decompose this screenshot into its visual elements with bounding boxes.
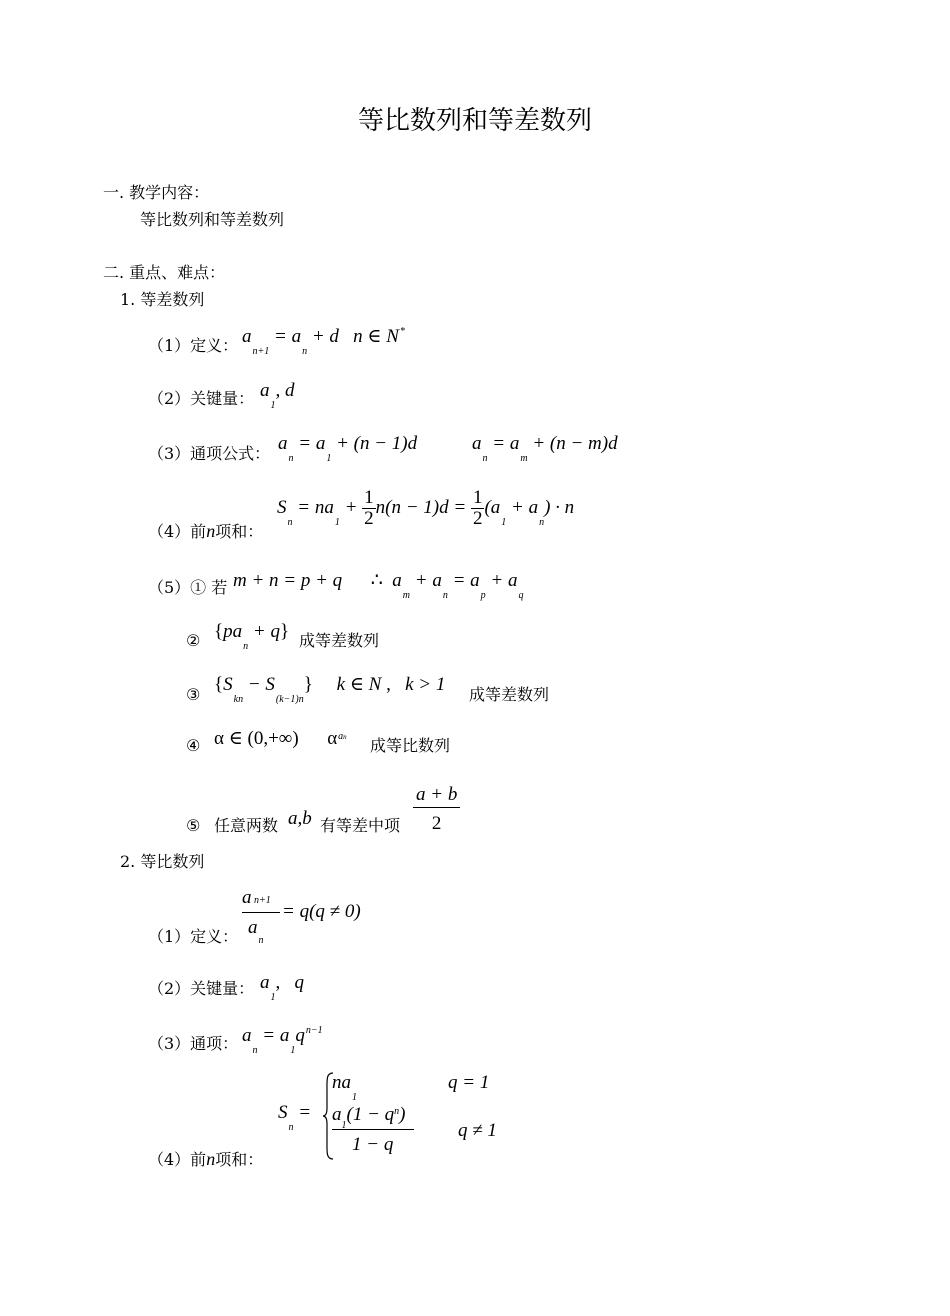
formula-case-1: $na_1$ (332, 1072, 357, 1103)
item-label: （2）关键量： (148, 979, 255, 998)
formula-general-term: $a_n = a_1q^{n-1}$ (242, 1025, 323, 1056)
formula-general-term-alt: $a_n = a_m + (n - m)d$ (472, 433, 618, 464)
subsection-heading: 1. 等差数列 (120, 290, 205, 309)
property-text: 成等差数列 (299, 631, 380, 650)
formula-case-2: $a_1(1 - q^n)$ 1 − q (332, 1105, 405, 1124)
item-label: （2）关键量： (148, 389, 255, 408)
section-heading: 一. 教学内容： (103, 183, 210, 202)
item-label: （3）通项： (148, 1034, 239, 1053)
item-marker: ③ (186, 685, 201, 704)
formula-partial-sum: $S_n$ = (278, 1102, 312, 1133)
page-title: 等比数列和等差数列 (357, 106, 592, 136)
item-marker: ② (186, 631, 201, 650)
item-marker: ⑤ (186, 816, 201, 835)
formula-general-term: $a_n = a_1 + (n - 1)d$ (278, 433, 418, 464)
item-label: （4）前n项和： (148, 521, 264, 541)
property-text: 任意两数 (214, 816, 279, 835)
formula-definition: $a_{n+1} = a_n + d$ n ∈ N* (242, 326, 405, 357)
formula-arithmetic-mean: a + b 2 (413, 785, 460, 833)
formula-key-quantities: $a_1$, d (260, 380, 295, 411)
formula-property-5: a,b (288, 808, 312, 829)
formula-property-3: $\{S_{kn} - S_{(k-1)n}\}$ k ∈ N , k > 1 (214, 674, 446, 705)
property-text: 成等差数列 (469, 685, 550, 704)
section-body: 等比数列和等差数列 (140, 210, 285, 229)
formula-key-quantities: $a_1$, q (260, 972, 304, 1003)
item-marker: ④ (186, 736, 201, 755)
subsection-heading: 2. 等比数列 (120, 852, 205, 871)
section-heading: 二. 重点、难点： (103, 263, 226, 282)
formula-property-1: m + n = p + q ∴ $a_m + a_n = a_p + a_q$ (233, 570, 524, 601)
formula-case-1-cond: q = 1 (448, 1072, 490, 1093)
formula-property-4: α ∈ (0,+∞) $\alpha^{an}$ (214, 728, 347, 749)
property-text: 有等差中项 (320, 816, 401, 835)
item-label: （5）① 若 (148, 578, 228, 597)
formula-property-2: $\{pa_n + q\}$ (214, 621, 290, 652)
item-label: （3）通项公式： (148, 444, 271, 463)
item-label: （1）定义： (148, 336, 239, 355)
item-label: （4）前n项和： (148, 1149, 264, 1169)
item-label: （1）定义： (148, 927, 239, 946)
formula-partial-sum: $S_n = na_1$ + $\frac{1}{2}$ n(n − 1)d = $\frac{1}{2}$ $(a_1 + a_n) \cdot n$ (277, 487, 575, 529)
formula-case-2-cond: q ≠ 1 (458, 1120, 497, 1141)
property-text: 成等比数列 (370, 736, 451, 755)
